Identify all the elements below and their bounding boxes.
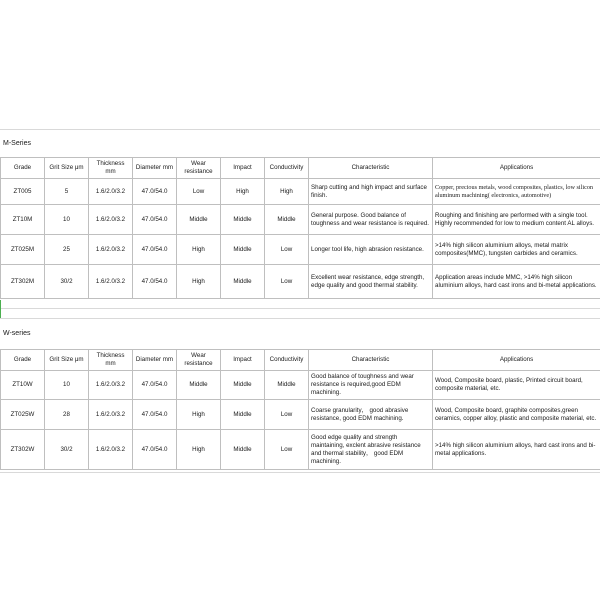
cell-wear-resistance: Middle: [177, 205, 221, 235]
cell-applications: Application areas include MMC, >14% high silicon aluminium alloys, hard cast irons and bi-metal applications.: [433, 265, 600, 299]
cell-conductivity: High: [265, 179, 309, 205]
header-applications: Applications: [433, 158, 600, 179]
cell-wear-resistance: Middle: [177, 371, 221, 400]
m-series-table: [0, 157, 600, 299]
grid-line: [0, 472, 600, 473]
cell-grit-size: 28: [45, 400, 89, 430]
cell-conductivity: Middle: [265, 371, 309, 400]
cell-wear-resistance: Low: [177, 179, 221, 205]
cell-thickness: 1.6/2.0/3.2: [89, 400, 133, 430]
header-wear-resistance: Wear resistance: [177, 350, 221, 371]
header-impact: Impact: [221, 158, 265, 179]
cell-diameter: 47.0/54.0: [133, 430, 177, 470]
cell-grade: ZT005: [1, 179, 45, 205]
cell-characteristic: Excellent wear resistance, edge strength, edge quality and good thermal stability.: [309, 265, 433, 299]
header-thickness: Thickness mm: [89, 350, 133, 371]
cell-diameter: 47.0/54.0: [133, 179, 177, 205]
cell-impact: Middle: [221, 205, 265, 235]
cell-grade: ZT025W: [1, 400, 45, 430]
cell-grade: ZT025M: [1, 235, 45, 265]
m-series-title: M-Series: [3, 140, 32, 147]
cell-characteristic: Coarse granularity， good abrasive resistance, good EDM machining.: [309, 400, 433, 430]
header-grit-size: Grit Size μm: [45, 350, 89, 371]
cell-characteristic: Sharp cutting and high impact and surface finish.: [309, 179, 433, 205]
cell-applications: >14% high silicon aluminium alloys, metal matrix composites(MMC), tungsten carbides and ceramics.: [433, 235, 600, 265]
cell-characteristic: General purpose. Good balance of toughness and wear resistance is required.: [309, 205, 433, 235]
header-conductivity: Conductivity: [265, 350, 309, 371]
cell-grit-size: 10: [45, 371, 89, 400]
cell-applications: Wood, Composite board, graphite composites,green ceramics, copper alloy, plastic and composite material, etc.: [433, 400, 600, 430]
sheet-edge-marker: [0, 300, 1, 318]
header-grade: Grade: [1, 350, 45, 371]
cell-conductivity: Low: [265, 400, 309, 430]
header-diameter: Diameter mm: [133, 158, 177, 179]
cell-impact: Middle: [221, 430, 265, 470]
cell-grade: ZT10W: [1, 371, 45, 400]
table-row: [1, 371, 600, 400]
cell-thickness: 1.6/2.0/3.2: [89, 265, 133, 299]
grid-line: [0, 308, 600, 309]
cell-diameter: 47.0/54.0: [133, 205, 177, 235]
header-conductivity: Conductivity: [265, 158, 309, 179]
cell-grit-size: 30/2: [45, 430, 89, 470]
cell-wear-resistance: High: [177, 235, 221, 265]
cell-conductivity: Low: [265, 430, 309, 470]
cell-impact: Middle: [221, 265, 265, 299]
cell-grit-size: 25: [45, 235, 89, 265]
cell-characteristic: Good edge quality and strength maintaining, exclent abrasive resistance and thermal stability， good EDM machining.: [309, 430, 433, 470]
header-impact: Impact: [221, 350, 265, 371]
cell-wear-resistance: High: [177, 400, 221, 430]
cell-characteristic: Longer tool life, high abrasion resistance.: [309, 235, 433, 265]
table-row: [1, 205, 600, 235]
header-characteristic: Characteristic: [309, 158, 433, 179]
header-grit-size: Grit Size μm: [45, 158, 89, 179]
w-series-title: W-series: [3, 330, 31, 337]
cell-applications: Roughing and finishing are performed with a single tool. Highly recommended for low to medium content AL alloys.: [433, 205, 600, 235]
table-row: [1, 265, 600, 299]
cell-conductivity: Middle: [265, 205, 309, 235]
cell-applications: Copper, precious metals, wood composites, plastics, low silicon aluminum machining( electronics, automotive): [433, 179, 600, 205]
cell-applications: Wood, Composite board, plastic, Printed circuit board, composite material, etc.: [433, 371, 600, 400]
cell-wear-resistance: High: [177, 430, 221, 470]
header-diameter: Diameter mm: [133, 350, 177, 371]
header-thickness: Thickness mm: [89, 158, 133, 179]
cell-impact: High: [221, 179, 265, 205]
cell-conductivity: Low: [265, 265, 309, 299]
cell-thickness: 1.6/2.0/3.2: [89, 430, 133, 470]
cell-characteristic: Good balance of toughness and wear resistance is required,good EDM machining.: [309, 371, 433, 400]
cell-diameter: 47.0/54.0: [133, 235, 177, 265]
cell-grade: ZT302W: [1, 430, 45, 470]
w-series-table: [0, 349, 600, 470]
table-row: [1, 179, 600, 205]
cell-thickness: 1.6/2.0/3.2: [89, 179, 133, 205]
cell-grade: ZT10M: [1, 205, 45, 235]
header-applications: Applications: [433, 350, 600, 371]
cell-thickness: 1.6/2.0/3.2: [89, 371, 133, 400]
cell-wear-resistance: High: [177, 265, 221, 299]
cell-diameter: 47.0/54.0: [133, 371, 177, 400]
table-row: [1, 400, 600, 430]
cell-diameter: 47.0/54.0: [133, 265, 177, 299]
cell-applications: >14% high silicon aluminium alloys, hard cast irons and bi-metal applications.: [433, 430, 600, 470]
cell-impact: Middle: [221, 400, 265, 430]
cell-grit-size: 10: [45, 205, 89, 235]
cell-grit-size: 5: [45, 179, 89, 205]
cell-diameter: 47.0/54.0: [133, 400, 177, 430]
table-row: [1, 235, 600, 265]
header-wear-resistance: Wear resistance: [177, 158, 221, 179]
grid-line: [0, 129, 600, 130]
grid-line: [0, 318, 600, 319]
cell-thickness: 1.6/2.0/3.2: [89, 205, 133, 235]
cell-grade: ZT302M: [1, 265, 45, 299]
cell-thickness: 1.6/2.0/3.2: [89, 235, 133, 265]
header-grade: Grade: [1, 158, 45, 179]
table-row: [1, 430, 600, 470]
cell-grit-size: 30/2: [45, 265, 89, 299]
header-characteristic: Characteristic: [309, 350, 433, 371]
table-header-row: [1, 350, 600, 371]
cell-impact: Middle: [221, 235, 265, 265]
table-header-row: [1, 158, 600, 179]
cell-conductivity: Low: [265, 235, 309, 265]
cell-impact: Middle: [221, 371, 265, 400]
